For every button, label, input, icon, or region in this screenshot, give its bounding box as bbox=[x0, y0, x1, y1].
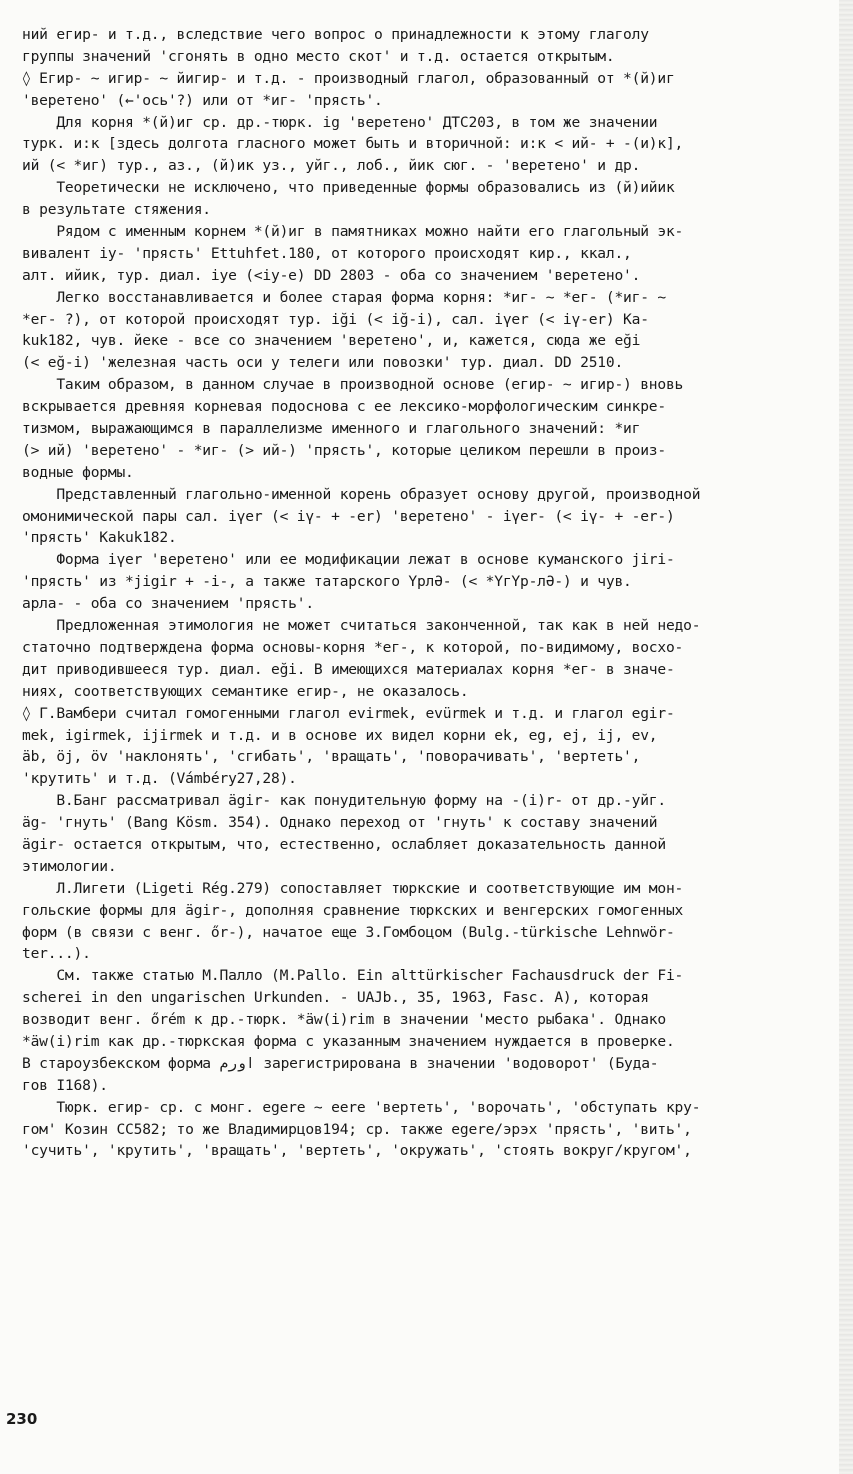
text-line: гом' Козин СС582; то же Владимирцов194; ср. также egere/эрэх 'прясть', 'вить', bbox=[22, 1120, 692, 1138]
text-line: дит приводившееся тур. диал. eği. В имеющихся материалах корня *ег- в значе- bbox=[22, 660, 675, 678]
text-line: В староузбекском форма اورم зарегистрирована в значении 'водоворот' (Буда- bbox=[22, 1054, 659, 1072]
text-line: *ег- ?), от которой происходят тур. iği (< iğ-i), сал. iүer (< iү-er) Ka- bbox=[22, 310, 649, 328]
text-line: 'веретено' (←'ось'?) или от *иг- 'прясть'. bbox=[22, 91, 383, 109]
text-line: ter...). bbox=[22, 945, 91, 963]
text-line: Для корня *(й)иг ср. др.-тюрк. ig 'веретено' ДТС203, в том же значении bbox=[22, 113, 658, 131]
text-line: вскрывается древняя корневая подоснова с ее лексико-морфологическим синкре- bbox=[22, 398, 666, 416]
text-line: Форма iүer 'веретено' или ее модификации лежат в основе куманского jiri- bbox=[22, 551, 675, 569]
text-line: омонимической пары сал. iүer (< iү- + -er) 'веретено' - iүer- (< iү- + -er-) bbox=[22, 507, 675, 525]
text-line: scherei in den ungarischen Urkunden. - UAJb., 35, 1963, Fasc. A), которая bbox=[22, 989, 649, 1007]
text-line: Предложенная этимология не может считаться законченной, так как в ней недо- bbox=[22, 617, 701, 635]
text-line: ◊ Егир- ~ игир- ~ йигир- и т.д. - производный глагол, образованный от *(й)иг bbox=[22, 69, 675, 87]
text-line: возводит венг. őrém к др.-тюрк. *äw(i)rim в значении 'место рыбака'. Однако bbox=[22, 1011, 666, 1029]
text-line: водные формы. bbox=[22, 463, 134, 481]
text-line bbox=[22, 1162, 842, 1184]
text-line: (> ий) 'веретено' - *иг- (> ий-) 'прясть', которые целиком перешли в произ- bbox=[22, 441, 666, 459]
text-line: алт. ийик, тур. диал. iye (<iy-e) DD 2803 - оба со значением 'веретено'. bbox=[22, 266, 641, 284]
text-line: арла- - оба со значением 'прясть'. bbox=[22, 595, 314, 613]
text-line: Таким образом, в данном случае в производной основе (егир- ~ игир-) вновь bbox=[22, 376, 684, 394]
text-line: ◊ Г.Вамбери считал гомогенными глагол evirmek, evürmek и т.д. и глагол egir- bbox=[22, 704, 675, 722]
text-line: гольские формы для ägir-, дополняя сравнение тюркских и венгерских гомогенных bbox=[22, 901, 684, 919]
text-line: ний егир- и т.д., вследствие чего вопрос о принадлежности к этому глаголу bbox=[22, 26, 649, 43]
text-line: ий (< *иг) тур., аз., (й)ик уз., уйг., лоб., йик сюг. - 'веретено' и др. bbox=[22, 157, 641, 175]
text-line: В.Банг рассматривал ägir- как понудительную форму на -(i)r- от др.-уйг. bbox=[22, 792, 666, 810]
text-line: ниях, соответствующих семантике егир-, не оказалось. bbox=[22, 682, 469, 700]
body-text bbox=[22, 24, 842, 1206]
text-line: 'крутить' и т.д. (Vámbéry27,28). bbox=[22, 770, 297, 788]
text-line: вивалент iy- 'прясть' Ettuhfet.180, от которого происходят кир., ккал., bbox=[22, 244, 632, 262]
text-line: в результате стяжения. bbox=[22, 201, 211, 219]
text-line: (< eğ-i) 'железная часть оси у телеги или повозки' тур. диал. DD 2510. bbox=[22, 354, 624, 372]
text-line: 'сучить', 'крутить', 'вращать', 'вертеть', 'окружать', 'стоять вокруг/кругом', bbox=[22, 1142, 692, 1160]
text-line: Рядом с именным корнем *(й)иг в памятниках можно найти его глагольный эк- bbox=[22, 223, 684, 241]
text-line: mek, igirmek, ijirmek и т.д. и в основе их видел корни ek, eg, ej, ij, ev, bbox=[22, 726, 658, 744]
text-line: форм (в связи с венг. őr-), начатое еще З.Гомбоцом (Bulg.-türkische Lehnwör- bbox=[22, 923, 675, 941]
text-line: тизмом, выражающимся в параллелизме именного и глагольного значений: *иг bbox=[22, 420, 641, 438]
text-line bbox=[22, 1184, 842, 1206]
text-line: Тюрк. егир- ср. с монг. egere ~ eere 'вертеть', 'ворочать', 'обступать кру- bbox=[22, 1098, 701, 1116]
text-line: статочно подтверждена форма основы-корня *ег-, к которой, по-видимому, восхо- bbox=[22, 638, 684, 656]
text-line: турк. и:к [здесь долгота гласного может быть и вторичной: и:к < ий- + -(и)к], bbox=[22, 135, 684, 153]
text-line: ägir- остается открытым, что, естественно, ослабляет доказательность данной bbox=[22, 835, 666, 853]
text-line: Легко восстанавливается и более старая форма корня: *иг- ~ *ег- (*иг- ~ bbox=[22, 288, 666, 306]
text-line: kuk182, чув. йеке - все со значением 'веретено', и, кажется, сюда же eği bbox=[22, 332, 641, 350]
text-line: 'прясть' из *jigir + -i-, а также татарского ҮрлƏ- (< *ҮгҮр-лƏ-) и чув. bbox=[22, 573, 632, 591]
text-line: Л.Лигети (Ligeti Rég.279) сопоставляет тюркские и соответствующие им мон- bbox=[22, 879, 684, 897]
scan-edge bbox=[839, 0, 853, 1474]
text-line: Теоретически не исключено, что приведенные формы образовались из (й)ийик bbox=[22, 179, 675, 197]
text-line: *äw(i)rim как др.-тюркская форма с указанным значением нуждается в проверке. bbox=[22, 1032, 675, 1050]
text-line: этимологии. bbox=[22, 857, 117, 875]
text-line: гов I168). bbox=[22, 1076, 108, 1094]
text-line: äg- 'гнуть' (Bang Kösm. 354). Однако переход от 'гнуть' к составу значений bbox=[22, 814, 658, 832]
text-line: См. также статью М.Палло (M.Pallo. Ein alttürkischer Fachausdruck der Fi- bbox=[22, 967, 684, 985]
text-line: äb, öj, öv 'наклонять', 'сгибать', 'вращать', 'поворачивать', 'вертеть', bbox=[22, 748, 641, 766]
text-line: группы значений 'сгонять в одно место скот' и т.д. остается открытым. bbox=[22, 47, 615, 65]
page-number: 230 bbox=[6, 1410, 38, 1428]
text-line: 'прясть' Kakuk182. bbox=[22, 529, 177, 547]
text-line: Представленный глагольно-именной корень образует основу другой, производной bbox=[22, 485, 701, 503]
